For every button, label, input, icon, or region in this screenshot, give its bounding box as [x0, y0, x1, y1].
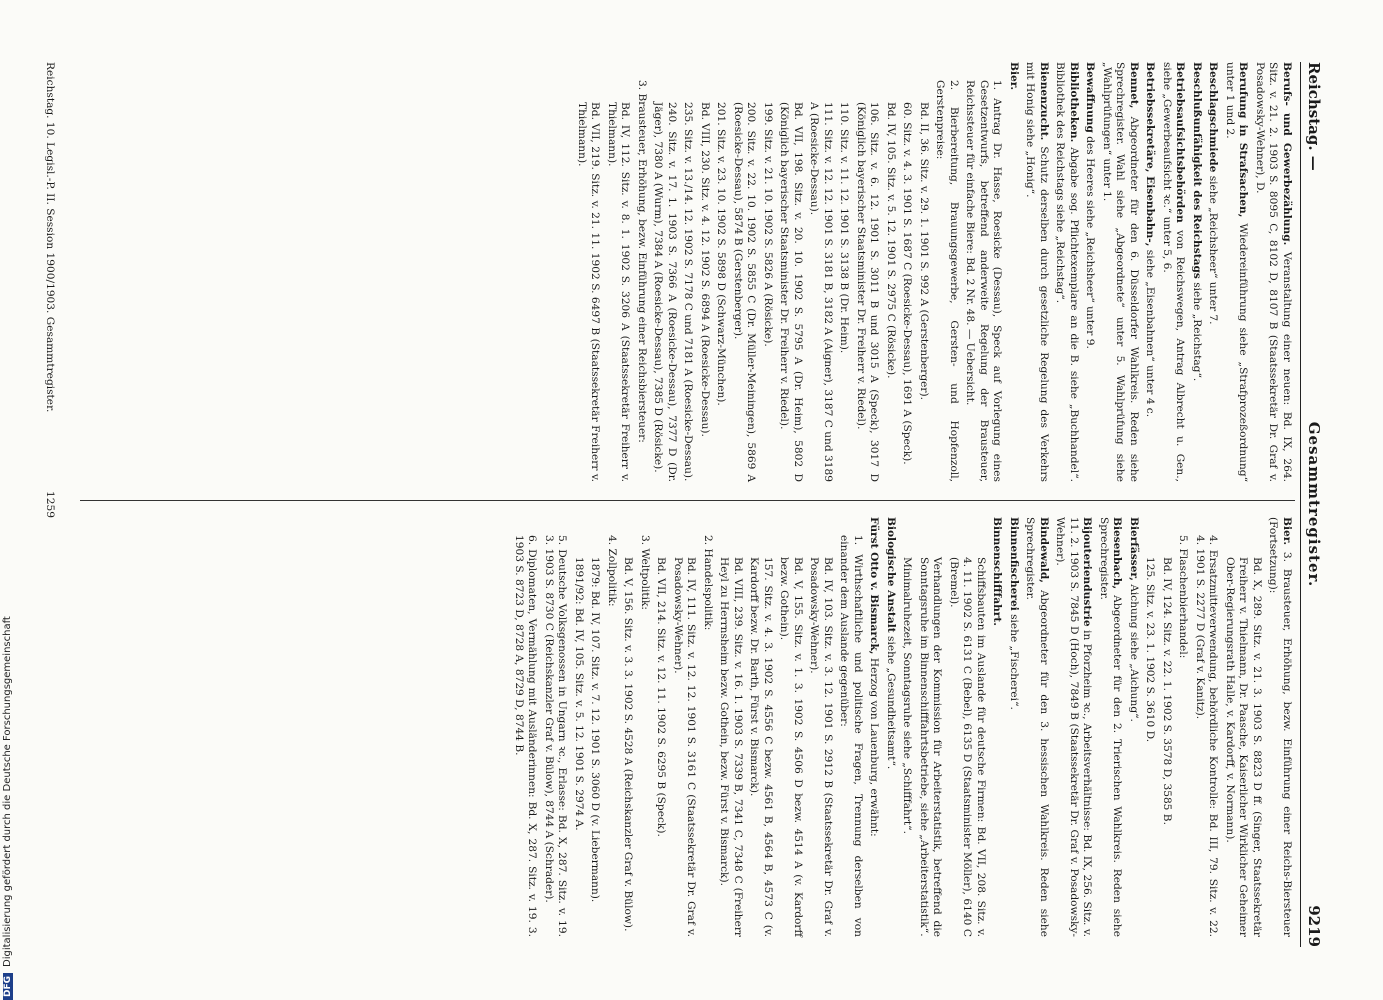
- register-entry: 1. Wirthschaftliche und politische Fragen, Trennung derselben von einander dem Auslande gegenüber:: [838, 535, 864, 937]
- register-entry: Bd. X, 289. Sitz. v. 21. 3. 1903 S. 8823 D ff. (Singer, Staatssekretär Freiherr v. Thielmann, Dr. Paasche, Kaiserlicher Wirklicher Geheimer Ober-Regierungsrath Halle, v. Kardorff, v. Normann).: [1224, 557, 1263, 937]
- entry-text: Abgeordneter für den 6. Düsseldorfer Wahlkreis. Reden siehe Sprechregister. Wahl siehe „Abgeordnete“ unter 5. Wahlprüfung siehe „Wahlprüfungen“ unter 1.: [1101, 62, 1140, 482]
- register-entry: [867, 517, 881, 937]
- register-entry: 110. Sitz. v. 11. 12. 1901 S. 3138 B (Dr. Heim).: [838, 102, 851, 354]
- left-column: [572, 62, 1294, 482]
- entry-text: Veranstaltung einer neuen: Bd. IX, 264. Sitz. v. 21. 2. 1903 S. 8095 C, 8102 D, 8107 B (Staatssekretär Dr. Graf v. Posadowsky-Wehner), D.: [1254, 62, 1293, 482]
- entry-keyword: Bijouteriendustrie: [1081, 517, 1094, 627]
- register-entry: [1206, 62, 1220, 482]
- register-entry: 199. Sitz. v. 21. 10. 1902 S. 5826 A (Rösicke).: [762, 102, 774, 347]
- register-entry: [1023, 62, 1050, 482]
- register-entry: Bd. IV, 111. Sitz. v. 12. 12. 1901 S. 3161 C (Staatssekretär Dr. Graf v. Posadowsky-Wehner).: [672, 557, 698, 937]
- entry-keyword: Fürst Otto v. Bismarck,: [868, 517, 881, 655]
- register-entry: 106. Sitz. v. 6. 12. 1901 S. 3011 B und 3015 A (Speck), 3017 D (Königlich bayerischer Staatsminister Dr. Freiherr v. Riedel).: [855, 102, 881, 482]
- register-entry: [990, 517, 1004, 937]
- entry-text: siehe „Reichstag“.: [1191, 278, 1203, 382]
- register-entry: [1266, 517, 1293, 937]
- register-entry: 4. Zollpolitik:: [606, 535, 618, 607]
- register-entry: Minimalruhezeit, Sonntagsruhe siehe „Schifffahrt“.: [901, 557, 914, 834]
- register-entry: Bd. V, 155. Sitz. v. 1. 3. 1902 S. 4506 D bezw. 4514 A (v. Kardorff bezw. Gothein).: [778, 557, 804, 937]
- entry-text: siehe „Gesundheitsamt“.: [885, 632, 897, 770]
- register-entry: 235. Sitz. v. 13./14. 12. 1902 S. 7178 C und 7181 A (Roesicke-Dessau).: [682, 102, 695, 482]
- register-entry: [1190, 62, 1204, 482]
- entry-text: 3. Brausteuer, Erhöhung, bezw. Einführung einer Reichs-Biersteuer (Fortsetzung):: [1267, 517, 1293, 937]
- column-separator: [80, 500, 1295, 501]
- digitization-credit: [2, 0, 16, 1000]
- register-entry: [884, 517, 898, 937]
- register-entry: 125. Sitz. v. 23. 1. 1902 S. 3610 D.: [1144, 557, 1157, 743]
- entry-keyword: Berufs- und Gewerbezählung.: [1281, 62, 1293, 246]
- register-entry: [1053, 62, 1080, 482]
- entry-keyword: Binnenschifffahrt.: [991, 517, 1004, 626]
- register-entry: [1127, 517, 1141, 937]
- page-header: [1299, 62, 1325, 947]
- right-column: [509, 517, 1294, 937]
- register-entry: 2. Bierbereitung, Brauungsgewerbe, Gersten- und Hopfenzoll, Gerstenpreise:: [934, 80, 960, 482]
- register-entry: [1143, 62, 1157, 482]
- register-entry: Verhandlungen der Kommission für Arbeiterstatistik, betreffend die Sonntagsruhe im Binnenschifffahrtsbetriebe, siehe „Arbeiterstatistik“.: [918, 557, 944, 937]
- register-entry: 1. Antrag Dr. Hasse, Roesicke (Dessau), Speck auf Vorlegung eines Gesetzentwurfs, betreffend anderweite Regelung der Brausteuer, Reichssteuer für einfache Biere: Bd. 2 Nr. 48. — Uebersicht.: [964, 80, 1004, 482]
- header-title: Gesammtregister.: [1305, 421, 1323, 588]
- footer-source: Reichstag. 10. Legisl.-P. II. Session 1900/1903. Gesammtregister.: [44, 62, 56, 413]
- dfg-logo: DFG: [3, 973, 13, 1000]
- entry-keyword: Bier.: [1008, 62, 1020, 91]
- entry-text: Abgabe sog. Pflichtexemplare an die B. siehe „Buchhandel“. Bibliothek des Reichstags siehe „Reichstag“.: [1054, 62, 1080, 482]
- register-entry: 4. Ersatzmitteverwendung, behördliche Kontrolle: Bd. III, 79. Sitz. v. 22. 4. 1901 S. 2277 D (Graf v. Kanitz).: [1194, 535, 1220, 937]
- register-entry: Schiffsbauten im Auslande für deutsche Firmen: Bd. VII, 208. Sitz. v. 4. 11. 1902 S. 6131 C (Bebel), 6135 D (Staatsminister Möller), 6140 C (Bremel).: [948, 557, 987, 937]
- register-entry: 5. Flaschenbierhandel:: [1177, 535, 1190, 659]
- register-entry: 60. Sitz. v. 4. 3. 1901 S. 1687 C (Roesicke-Dessau), 1691 A (Speck).: [901, 102, 914, 465]
- register-entry: Bd. VII, 198. Sitz. v. 20. 10. 1902 S. 5795 A (Dr. Heim), 5802 D (Königlich bayerischer Staatsminister Dr. Freiherr v. Riedel).: [778, 102, 804, 482]
- entry-keyword: Berufung in Strafsachen,: [1237, 62, 1250, 218]
- entry-keyword: Bennet,: [1128, 62, 1140, 109]
- entry-text: siehe „Fischerei“.: [1008, 610, 1020, 710]
- entry-keyword: Betriebsaufsichtsbehörden: [1174, 62, 1187, 223]
- header-rule: [1300, 62, 1301, 947]
- credit-text: Digitalisierung gefördert durch die Deutsche Forschungsgemeinschaft: [2, 616, 13, 967]
- register-entry: 3. Brausteuer, Erhöhung, bezw. Einführung einer Reichsbiersteuer:: [636, 80, 648, 443]
- register-entry: [1053, 517, 1094, 937]
- header-left: Reichstag. —: [1305, 62, 1323, 171]
- register-entry: [1223, 62, 1250, 482]
- register-entry: Bd. VII, 214. Sitz. v. 12. 11. 1902 S. 6295 B (Speck).: [655, 557, 668, 837]
- entry-text: in Pforzheim ꝛc., Arbeitsverhältnisse: Bd. IX, 256. Sitz. v. 11. 2. 1903 S. 7845 D (Hoch), 7849 B (Staatssekretär Dr. Graf v. Posadowsky-Wehner).: [1054, 517, 1094, 937]
- rotated-register-page: [44, 62, 1325, 947]
- register-entry: [1023, 517, 1050, 937]
- register-entry: 2. Handelspolitik:: [702, 535, 714, 631]
- entry-text: Schutz derselben durch gesetzliche Regelung des Verkehrs mit Honig siehe „Honig“.: [1024, 62, 1050, 482]
- register-entry: 6. Diplomaten, Vermählung mit Ausländerinnen: Bd. X, 287. Sitz. v. 19. 3. 1903 S. 8723 D, 8728 A, 8729 D, 8744 B.: [513, 535, 539, 937]
- entry-keyword: Bibliotheken.: [1068, 62, 1080, 143]
- register-entry: [1007, 517, 1021, 937]
- entry-text: Abgeordneter für den 3. hessischen Wahlkreis. Reden siehe Sprechregister.: [1024, 517, 1050, 937]
- entry-text: siehe „Eisenbahnen“ unter 4 c.: [1144, 246, 1157, 418]
- register-entry: [1007, 62, 1021, 482]
- entry-text: Aichung siehe „Aichung“.: [1128, 580, 1140, 722]
- register-entry: [1100, 62, 1141, 482]
- register-entry: Bd. IV, 103. Sitz. v. 3. 12. 1901 S. 2912 B (Staatssekretär Dr. Graf v. Posadowsky-Wehner).: [808, 557, 834, 937]
- footer-folio: 1259: [44, 491, 56, 518]
- entry-text: siehe „Reichsheer“ unter 7.: [1207, 172, 1220, 325]
- register-entry: [1083, 62, 1097, 482]
- register-entry: 1879: Bd. IV, 107. Sitz. v. 7. 12. 1901 S. 3060 D (v. Liebermann).: [589, 557, 602, 903]
- register-entry: [1253, 62, 1294, 482]
- entry-keyword: Biesenbach,: [1111, 517, 1124, 590]
- register-entry: 5. Deutsche Volksgenossen in Ungarn ꝛc., Erlasse: Bd. X, 287. Sitz. v. 19. 3. 1903 S. 8730 C (Reichskanzler Graf v. Bülow), 8744 A (Schrader).: [543, 535, 569, 937]
- entry-keyword: Bienenzucht.: [1038, 62, 1050, 141]
- register-entry: 200. Sitz. v. 22. 10. 1902 S. 5855 C (Dr. Müller-Meiningen), 5869 A (Roesicke-Dessau), 5874 B (Gerstenberger).: [732, 102, 758, 482]
- register-entry: 240. Sitz. v. 17. 1. 1903 S. 7366 A (Roesicke-Dessau), 7377 D (Dr. Jäger), 7380 A (Wurm), 7384 A (Roesicke-Dessau), 7385 D (Rösicke).: [652, 102, 678, 482]
- register-entry: Bd. V, 156. Sitz. v. 3. 3. 1902 S. 4528 A (Reichskanzler Graf v. Bülow).: [622, 557, 635, 932]
- entry-keyword: Bindewald,: [1038, 517, 1050, 583]
- page-number: 9219: [1305, 905, 1323, 947]
- register-entry: Bd. VIII, 230. Sitz. v. 4. 12. 1902 S. 6894 A (Roesicke-Dessau).: [699, 102, 711, 437]
- entry-keyword: Biologische Anstalt: [885, 517, 897, 633]
- register-entry: [1160, 62, 1187, 482]
- register-entry: Bd. IV, 105. Sitz. v. 5. 12. 1901 S. 2975 C (Rösicke).: [885, 102, 897, 379]
- register-entry: 3. Weltpolitik:: [639, 535, 651, 610]
- entry-text: Herzog von Lauenburg, erwähnt:: [868, 654, 881, 837]
- entry-text: Wiedereinführung siehe „Strafprozeßordnung“ unter 1 und 2.: [1224, 62, 1250, 482]
- entry-keyword: Beschlagschmiede: [1207, 62, 1220, 173]
- register-entry: Bd. VIII, 239. Sitz. v. 16. 1. 1903 S. 7339 B, 7341 C, 7348 C (Freiherr Heyl zu Herrnsheim bezw. Gothein, bezw. Fürst v. Bismarck).: [718, 557, 744, 937]
- register-entry: 111. Sitz. v. 12. 12. 1901 S. 3181 B, 3182 A (Aigner), 3187 C und 3189 A (Roesicke-Dessau).: [808, 102, 834, 482]
- entry-keyword: Bier.: [1281, 517, 1293, 546]
- register-entry: Bd. IV, 112. Sitz. v. 8. 1. 1902 S. 3206 A (Staatssekretär Freiherr v. Thielmann).: [606, 102, 632, 482]
- entry-text: von Reichswegen, Antrag Albrecht u. Gen., siehe „Gewerbeaufsicht ꝛc.“ unter 5, 6.: [1161, 62, 1187, 482]
- register-entry: [1097, 517, 1124, 937]
- entry-keyword: Bewaffnung: [1084, 62, 1097, 133]
- entry-text: des Heeres siehe „Reichsheer“ unter 9.: [1084, 132, 1097, 349]
- register-entry: Bd. VII, 219. Sitz. v. 21. 11. 1902 S. 6497 B (Staatssekretär Freiherr v. Thielmann).: [576, 102, 602, 482]
- entry-keyword: Bierfässer,: [1128, 517, 1140, 581]
- entry-text: Abgeordneter für den 2. Trierischen Wahlkreis. Reden siehe Sprechregister.: [1098, 517, 1124, 937]
- register-entry: 157. Sitz. v. 4. 3. 1902 S. 4556 C bezw. 4561 B, 4564 B, 4573 C (v. Kardorff bezw. Dr. Barth, Fürst v. Bismarck).: [748, 557, 774, 937]
- entry-keyword: Binnenfischerei: [1008, 517, 1020, 611]
- entry-keyword: Betriebssekretäre, Eisenbahn-,: [1144, 62, 1157, 247]
- register-entry: Bd. II, 36. Sitz. v. 29. 1. 1901 S. 992 A (Gerstenberger).: [918, 102, 930, 400]
- register-entry: Bd. IV, 124. Sitz. v. 22. 1. 1902 S. 3578 D, 3585 B.: [1161, 557, 1173, 825]
- register-entry: 201. Sitz. v. 23. 10. 1902 S. 5898 D (Schwarz-München).: [715, 102, 728, 406]
- register-entry: 1891/92: Bd. IV, 105. Sitz. v. 5. 12. 1901 S. 2974 A.: [573, 557, 585, 831]
- entry-keyword: Beschlußunfähigkeit des Reichstags: [1191, 62, 1203, 279]
